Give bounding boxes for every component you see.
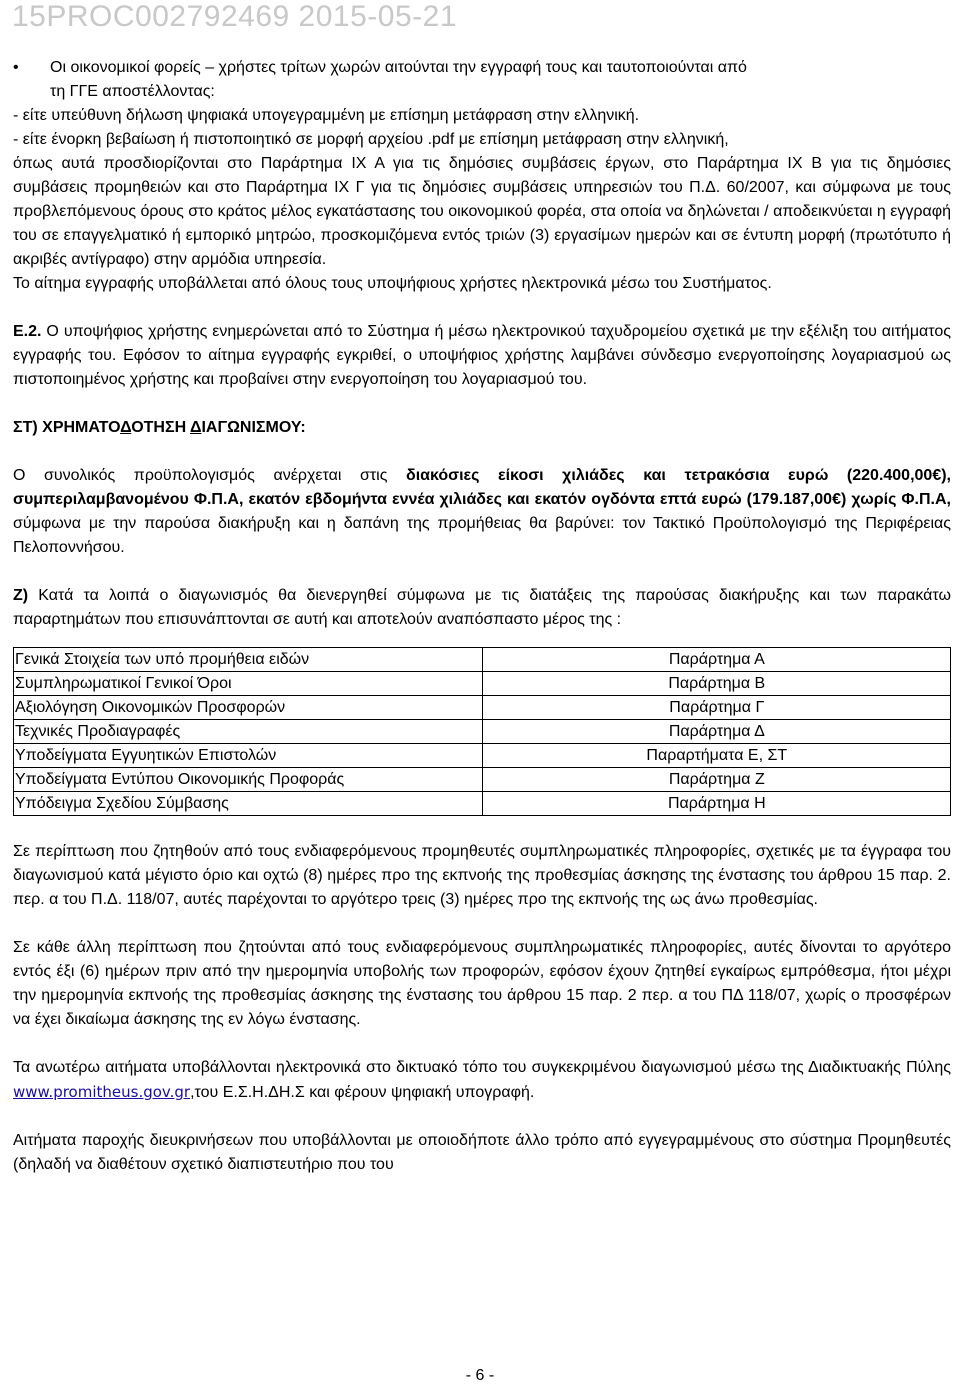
section-z-text: Κατά τα λοιπά ο διαγωνισμός θα διενεργηθεί σύμφωνα με τις διατάξεις της παρούσας διακήρυξης και των παρακάτω παραρτημάτων που επισυνάπτονται σε αυτή και αποτελούν αναπόσπαστο μέρος της : bbox=[13, 587, 951, 628]
annex-title: Υποδείγματα Εντύπου Οικονομικής Προφοράς bbox=[14, 768, 483, 792]
section-z bbox=[13, 584, 951, 632]
annex-label: Παράρτημα Δ bbox=[482, 720, 950, 744]
budget-text: σύμφωνα με την παρούσα διακήρυξη και η δαπάνη της προμήθειας θα βαρύνει: τον Τακτικό Προϋπολογισμό της Περιφέρειας Πελοποννήσου. bbox=[13, 515, 951, 556]
annex-label: Παράρτημα Ζ bbox=[482, 768, 950, 792]
paragraph-registration-request: Το αίτημα εγγραφής υποβάλλεται από όλους τους υποψήφιους χρήστες ηλεκτρονικά μέσω του Συστήματος. bbox=[13, 275, 772, 292]
paragraph-budget bbox=[13, 464, 951, 560]
table-row bbox=[14, 744, 951, 768]
paragraph-electronic-submission bbox=[13, 1056, 951, 1105]
annex-label: Παράρτημα Β bbox=[482, 672, 950, 696]
bullet-third-country bbox=[13, 56, 951, 104]
budget-text: Ο συνολικός προϋπολογισμός ανέρχεται στις bbox=[13, 467, 406, 484]
bullet-marker: • bbox=[13, 59, 19, 76]
annex-label: Παράρτημα Γ bbox=[482, 696, 950, 720]
section-e2-label: Ε.2. bbox=[13, 323, 42, 340]
annex-label: Παράρτημα Η bbox=[482, 792, 950, 816]
annex-title: Γενικά Στοιχεία των υπό προμήθεια ειδών bbox=[14, 648, 483, 672]
annex-label: Παραρτήματα Ε, ΣΤ bbox=[482, 744, 950, 768]
heading-part: ΙΑΓΩΝΙΣΜΟΥ: bbox=[201, 419, 306, 436]
bullet-line-1: Οι οικονομικοί φορείς – χρήστες τρίτων χωρών αιτούνται την εγγραφή τους και ταυτοποιούνται από bbox=[50, 59, 747, 76]
section-z-label: Ζ) bbox=[13, 587, 29, 604]
section-e2-text: Ο υποψήφιος χρήστης ενημερώνεται από το Σύστημα ή μέσω ηλεκτρονικού ταχυδρομείου σχετικά με την εξέλιξη του αιτήματος εγγραφής του. Εφόσον το αίτημα εγγραφής εγκριθεί, ο υποψήφιος χρήστης λαμβάνει σύνδεσμο ενεργοποίησης λογαριασμού ως πιστοποιημένος χρήστης και προβαίνει στην ενεργοποίηση του λογαριασμού του. bbox=[13, 323, 951, 388]
table-row bbox=[14, 672, 951, 696]
page-number: - 6 - bbox=[465, 1367, 495, 1384]
annex-title: Υπόδειγμα Σχεδίου Σύμβασης bbox=[14, 792, 483, 816]
bullet-line-2: τη ΓΓΕ αποστέλλοντας: bbox=[50, 83, 215, 100]
annex-title: Τεχνικές Προδιαγραφές bbox=[14, 720, 483, 744]
annex-title: Υποδείγματα Εγγυητικών Επιστολών bbox=[14, 744, 483, 768]
section-e2 bbox=[13, 320, 951, 392]
annex-title: Συμπληρωματικοί Γενικοί Όροι bbox=[14, 672, 483, 696]
annex-label: Παράρτημα Α bbox=[482, 648, 950, 672]
heading-underlined-letter: Δ bbox=[120, 419, 132, 436]
option-affidavit: - είτε ένορκη βεβαίωση ή πιστοποιητικό σε μορφή αρχείου .pdf με επίσημη μετάφραση στην ελληνική, bbox=[13, 131, 729, 148]
table-row bbox=[14, 696, 951, 720]
annex-title: Αξιολόγηση Οικονομικών Προσφορών bbox=[14, 696, 483, 720]
document-watermark: 15PROC002792469 2015-05-21 bbox=[12, 0, 457, 33]
section-st-heading bbox=[13, 416, 951, 440]
paragraph-annexes-ix: όπως αυτά προσδιορίζονται στο Παράρτημα ΙΧ Α για τις δημόσιες συμβάσεις έργων, στο Παράρτημα ΙΧ Β για τις δημόσιες συμβάσεις προμηθειών και στο Παράρτημα ΙΧ Γ για τις δημόσιες συμβάσεις υπηρεσιών του Π.Δ. 60/2007, και σύμφωνα με τους προβλεπόμενους όρους στο κράτος μέλος εγκατάστασης του οικονομικού φορέα, στα οποία να δηλώνεται / αποδεικνύεται η εγγραφή του σε επαγγελματικό ή εμπορικό μητρώο, προσκομιζόμενα εντός τριών (3) εργασίμων ημερών και σε έντυπη μορφή (πρωτότυπο ή ακριβές αντίγραφο) στην αρμόδια υπηρεσία. bbox=[13, 155, 951, 268]
option-declaration: - είτε υπεύθυνη δήλωση ψηφιακά υπογεγραμμένη με επίσημη μετάφραση στην ελληνική. bbox=[13, 107, 640, 124]
table-row bbox=[14, 768, 951, 792]
table-row bbox=[14, 720, 951, 744]
table-row bbox=[14, 792, 951, 816]
budget-amount: διακόσιες είκοσι χιλιάδες και τετρακόσια ευρώ (220.400,00€), συμπεριλαμβανομένου Φ.Π.Α, εκατόν εβδομήντα εννέα χιλιάδες και εκατόν ογδόντα επτά ευρώ (179.187,00€) χωρίς Φ.Π.Α, bbox=[13, 467, 951, 508]
table-row bbox=[14, 648, 951, 672]
document-body bbox=[13, 56, 951, 1177]
heading-part: ΣΤ) ΧΡΗΜΑΤΟ bbox=[13, 419, 121, 436]
paragraph-clarifications-6-days: Σε κάθε άλλη περίπτωση που ζητούνται από τους ενδιαφερόμενους συμπληρωματικές πληροφορίες, αυτές δίνονται το αργότερο εντός έξι (6) ημέρων πριν από την ημερομηνία υποβολής των προφορών, εφόσον έχουν ζητηθεί εγκαίρως εμπρόθεσμα, ήτοι μέχρι την ημερομηνία εκπνοής της προθεσμίας άσκησης της ένστασης του άρθρου 15 παρ. 2 περ. α του ΠΔ 118/07, χωρίς ο προσφέρων να έχει δικαίωμα άσκησης της εν λόγω ένστασης. bbox=[13, 939, 951, 1028]
heading-part: ΟΤΗΣΗ bbox=[131, 419, 190, 436]
heading-underlined-letter: Δ bbox=[189, 419, 202, 436]
submission-text: Τα ανωτέρω αιτήματα υποβάλλονται ηλεκτρονικά στο δικτυακό τόπο του συγκεκριμένου διαγωνισμού μέσω της Διαδικτυακής Πύλης bbox=[13, 1059, 951, 1076]
annexes-table bbox=[13, 647, 951, 816]
paragraph-other-requests: Αιτήματα παροχής διευκρινήσεων που υποβάλλονται με οποιοδήποτε άλλο τρόπο από εγγεγραμμένους στο σύστημα Προμηθευτές (δηλαδή να διαθέτουν σχετικό διαπιστευτήριο που του bbox=[13, 1132, 951, 1173]
submission-text: ,του Ε.Σ.Η.ΔΗ.Σ και φέρουν ψηφιακή υπογραφή. bbox=[190, 1084, 535, 1101]
paragraph-clarifications-8-days: Σε περίπτωση που ζητηθούν από τους ενδιαφερόμενους προμηθευτές συμπληρωματικές πληροφορίες, σχετικές με τα έγγραφα του διαγωνισμού κατά μέγιστο όριο και οχτώ (8) ημέρες προ της εκπνοής της προθεσμίας άσκησης της ένστασης του άρθρου 15 παρ. 2. περ. α του Π.Δ. 118/07, αυτές παρέχονται το αργότερο τρεις (3) ημέρες προ της εκπνοής της ως άνω προθεσμίας. bbox=[13, 843, 951, 908]
promitheus-link[interactable]: www.promitheus.gov.gr bbox=[13, 1083, 191, 1101]
